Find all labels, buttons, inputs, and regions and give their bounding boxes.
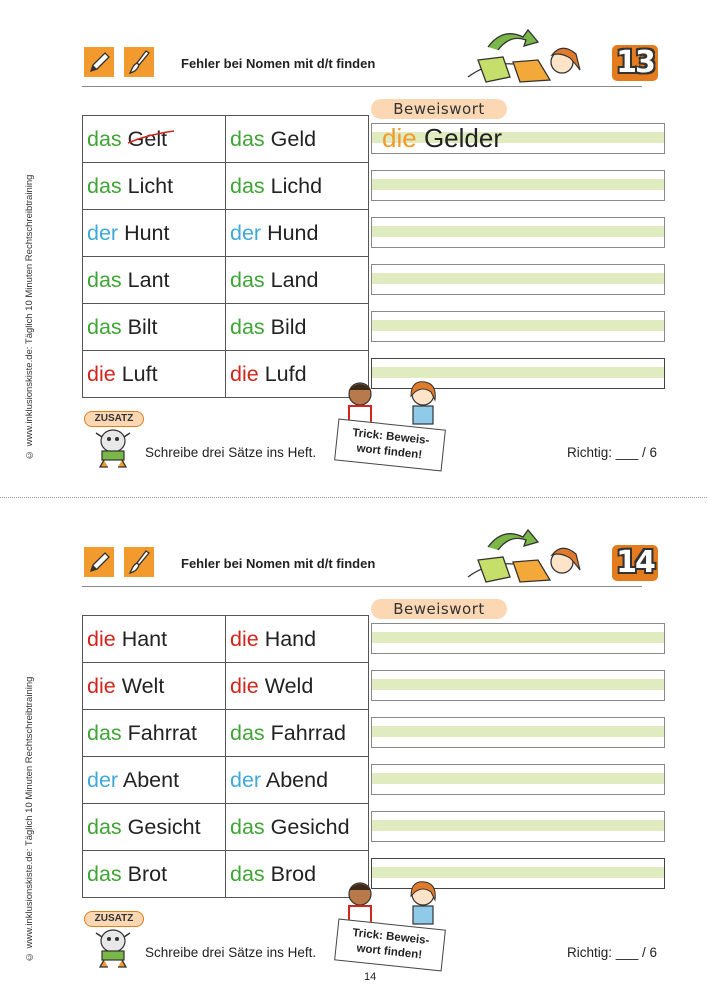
brush-icon (124, 547, 154, 577)
score-field: Richtig: ___ / 6 (567, 945, 658, 960)
article: die (87, 361, 116, 386)
writing-line[interactable] (371, 217, 665, 248)
writing-line[interactable] (371, 311, 665, 342)
pencil-icon (84, 547, 114, 577)
table-row (83, 851, 369, 898)
article: das (87, 861, 122, 886)
writing-line[interactable] (371, 811, 665, 842)
word: Licht (127, 173, 174, 198)
strike-mark (126, 129, 176, 149)
article: das (230, 814, 265, 839)
word: Hand (264, 626, 317, 651)
article: der (87, 767, 119, 792)
exercise-title: Fehler bei Nomen mit d/t finden (181, 56, 376, 71)
exercise-card-14 (0, 500, 707, 1000)
exercise-number-badge: 14 (612, 545, 658, 581)
writing-line[interactable] (371, 123, 665, 154)
word: Lichd (270, 173, 323, 198)
article: die (87, 626, 116, 651)
article: die (87, 673, 116, 698)
jumping-kid-illustration (458, 522, 588, 592)
article: das (87, 720, 122, 745)
article: das (230, 173, 265, 198)
task-instruction: Schreibe drei Sätze ins Heft. (145, 945, 317, 960)
task-instruction: Schreibe drei Sätze ins Heft. (145, 445, 317, 460)
writing-line[interactable] (371, 170, 665, 201)
word-table (82, 115, 369, 398)
zusatz-badge: ZUSATZ (84, 911, 144, 927)
table-row (83, 116, 369, 163)
brush-icon (124, 47, 154, 77)
copyright-vertical: © www.inklusionskiste.de: Täglich 10 Minuten Rechtschreibtraining (24, 676, 35, 962)
table-row (83, 804, 369, 851)
word: Weld (264, 673, 314, 698)
exercise-title: Fehler bei Nomen mit d/t finden (181, 556, 376, 571)
zusatz-badge: ZUSATZ (84, 411, 144, 427)
article: das (230, 861, 265, 886)
word: Bild (270, 314, 307, 339)
table-row (83, 210, 369, 257)
word: Abend (265, 767, 329, 792)
copyright-vertical: © www.inklusionskiste.de: Täglich 10 Minuten Rechtschreibtraining (24, 174, 35, 460)
word: Hant (121, 626, 168, 651)
table-row (83, 163, 369, 210)
article: das (230, 126, 265, 151)
writing-line[interactable] (371, 717, 665, 748)
writing-line[interactable] (371, 670, 665, 701)
monster-mascot (88, 427, 138, 469)
word: Brot (127, 861, 168, 886)
word: Lufd (264, 361, 307, 386)
article: das (87, 314, 122, 339)
table-row (83, 304, 369, 351)
article: das (230, 720, 265, 745)
article: die (230, 626, 259, 651)
table-row (83, 663, 369, 710)
word: Geld (270, 126, 317, 151)
writing-line[interactable] (371, 264, 665, 295)
word: Bilt (127, 314, 158, 339)
word: Gesicht (127, 814, 201, 839)
word: Luft (121, 361, 158, 386)
word: Brod (270, 861, 317, 886)
writing-line[interactable] (371, 764, 665, 795)
article: das (230, 314, 265, 339)
article: die (230, 673, 259, 698)
article: das (87, 173, 122, 198)
word: Hund (267, 220, 319, 245)
score-field: Richtig: ___ / 6 (567, 445, 658, 460)
table-row (83, 757, 369, 804)
example-answer: die Gelder (382, 123, 502, 153)
word: Hunt (124, 220, 170, 245)
proof-word-label: Beweiswort (371, 99, 507, 119)
word: Fahrrad (270, 720, 346, 745)
word-table (82, 615, 369, 898)
table-row (83, 710, 369, 757)
writing-line[interactable] (371, 623, 665, 654)
proof-word-label: Beweiswort (371, 599, 507, 619)
article: der (87, 220, 119, 245)
word: Gesichd (270, 814, 350, 839)
crossed-word: Gelt (128, 127, 167, 151)
table-row (83, 616, 369, 663)
table-row (83, 351, 369, 398)
monster-mascot (88, 927, 138, 969)
page-number: 14 (364, 971, 377, 983)
article: die (230, 361, 259, 386)
article: der (230, 767, 262, 792)
word: Welt (121, 673, 165, 698)
jumping-kid-illustration (458, 22, 588, 92)
word: Lant (127, 267, 170, 292)
article: das (87, 126, 122, 151)
pencil-icon (84, 47, 114, 77)
word: Abent (122, 767, 180, 792)
trick-sign: Trick: Beweis- wort finden! (334, 918, 446, 971)
trick-sign: Trick: Beweis- wort finden! (334, 418, 446, 471)
word: Fahrrat (127, 720, 197, 745)
exercise-number-badge: 13 (612, 45, 658, 81)
article: das (87, 814, 122, 839)
article: der (230, 220, 262, 245)
word: Land (270, 267, 319, 292)
article: das (230, 267, 265, 292)
table-row (83, 257, 369, 304)
article: das (87, 267, 122, 292)
